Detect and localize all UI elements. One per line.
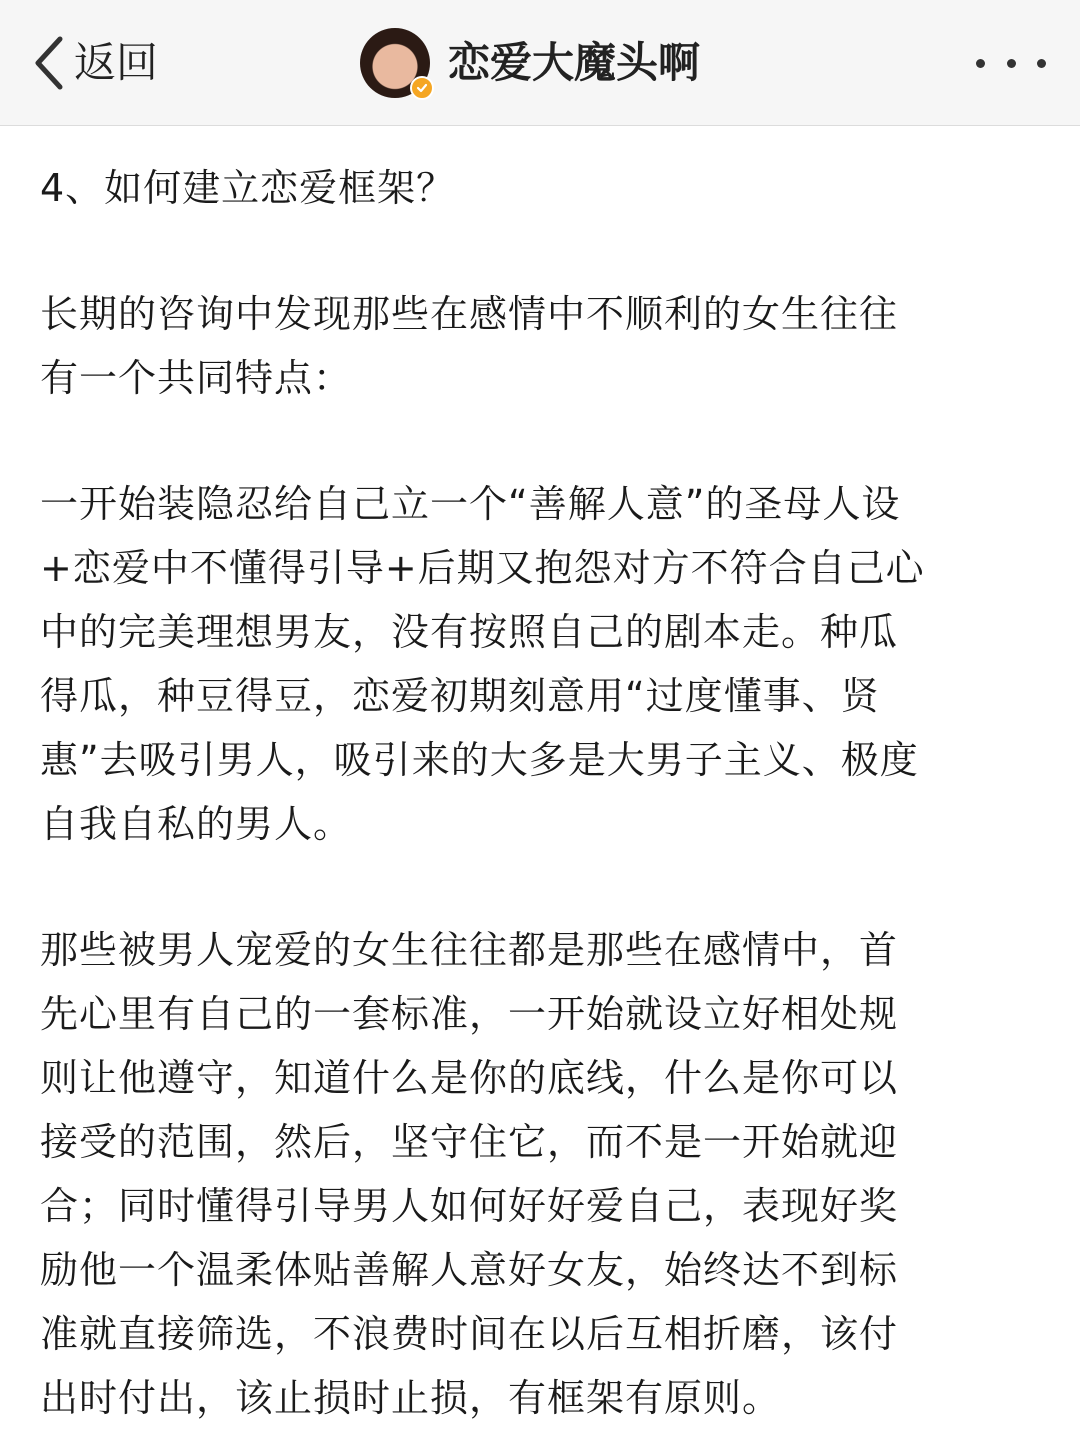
article-heading: 4、如何建立恋爱框架？ [40, 166, 456, 210]
article-paragraph: 那些被男人宠爱的女生往往都是那些在感情中，首 先心里有自己的一套标准，一开始就设立好相处规 则让他遵守，知道什么是你的底线，什么是你可以 接受的范围，然后，坚守住它，而不是一开始就迎 合；同时懂得引导男人如何好好爱自己，表现好奖 励他一个温柔体贴善解人意好女友，始终达不到标 准就直接筛选，不浪费时间在以后互相折磨，该付 出时付出，该止损时止损，有框架有原则。 [40, 928, 899, 1420]
avatar[interactable] [360, 28, 430, 98]
more-dot [976, 59, 985, 68]
author-name[interactable]: 恋爱大魔头啊 [448, 38, 701, 87]
more-dot [1037, 59, 1046, 68]
top-navigation-bar [0, 0, 1080, 126]
chevron-left-icon [30, 35, 68, 91]
article-paragraph: 一开始装隐忍给自己立一个“善解人意”的圣母人设 +恋爱中不懂得引导+后期又抱怨对方不符合自己心 中的完美理想男友，没有按照自己的剧本走。种瓜 得瓜，种豆得豆，恋爱初期刻意用“过度懂事、贤 惠”去吸引男人，吸引来的大多是大男子主义、极度 自我自私的男人。 [40, 482, 925, 846]
back-label: 返回 [74, 38, 159, 87]
back-button[interactable] [30, 30, 158, 96]
article-paragraph: 长期的咨询中发现那些在感情中不顺利的女生往往 有一个共同特点： [40, 292, 899, 400]
article-body [40, 126, 1040, 1430]
verified-badge-icon [410, 76, 434, 100]
more-dot [1007, 59, 1016, 68]
more-button[interactable] [976, 48, 1046, 78]
author-profile[interactable] [360, 28, 700, 98]
